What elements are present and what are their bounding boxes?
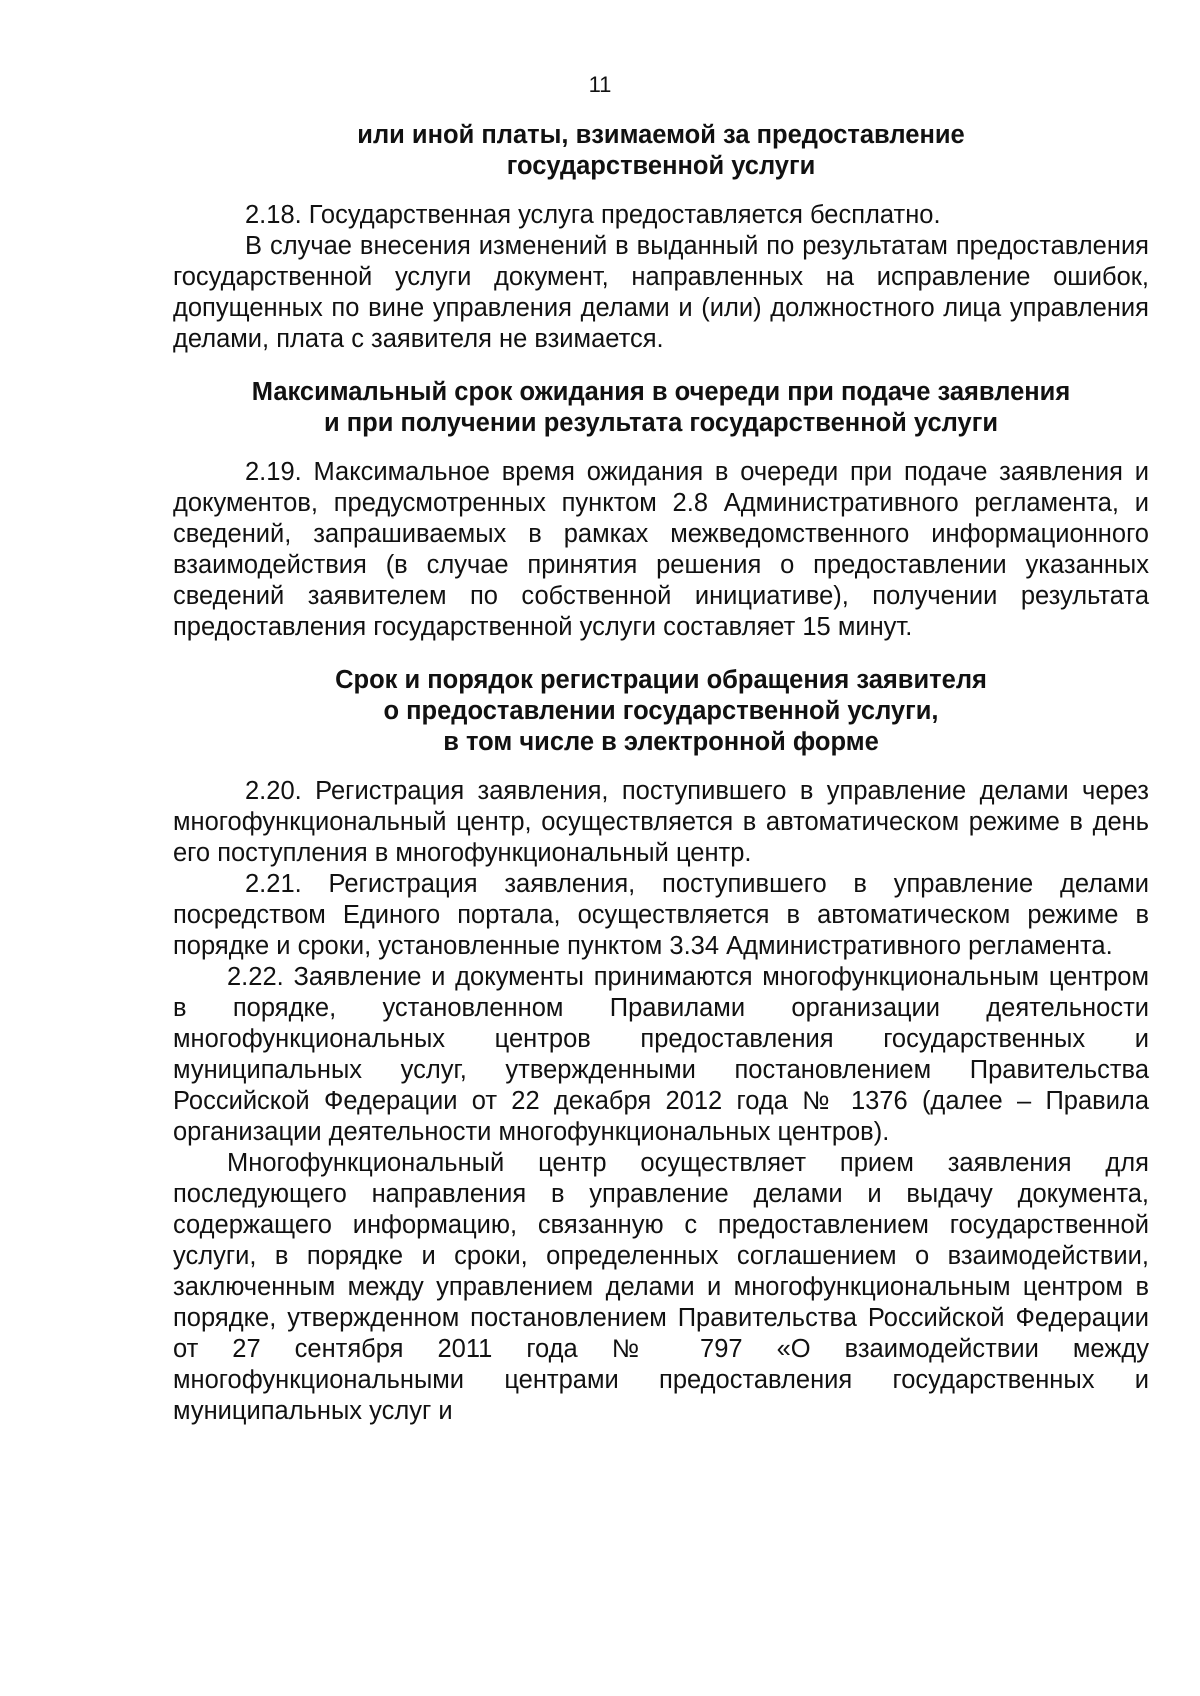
section-heading-line: в том числе в электронной форме: [443, 728, 879, 756]
paragraph-2-21: 2.21. Регистрация заявления, поступившего в управление делами посредством Единого портала, осуществляется в автоматическом режиме в порядке и сроки, установленные пунктом 3.34 Административного регламента.: [173, 870, 1149, 960]
paragraph-mfc-reception: Многофункциональный центр осуществляет прием заявления для последующего направления в управление делами и выдачу документа, содержащего информацию, связанную с предоставлением государственной услуги, в порядке и сроки, определенных соглашением о взаимодействии, заключенным между управлением делами и многофункциональным центром в порядке, утвержденном постановлением Правительства Российской Федерации от 27 сентября 2011 года № 797 «О взаимодействии между многофункциональными центрами предоставления государственных и муниципальных услуг и: [173, 1149, 1149, 1425]
section-registration: [173, 665, 1149, 1427]
paragraph-2-19: 2.19. Максимальное время ожидания в очереди при подаче заявления и документов, предусмотренных пунктом 2.8 Административного регламента, и сведений, запрашиваемых в рамках межведомственного информационного взаимодействия (в случае принятия решения о предоставлении указанных сведений заявителем по собственной инициативе), получении результата предоставления государственной услуги составляет 15 минут.: [173, 458, 1149, 641]
section-heading-line: Срок и порядок регистрации обращения заявителя: [335, 666, 987, 694]
paragraph-2-22: 2.22. Заявление и документы принимаются многофункциональным центром в порядке, установленном Правилами организации деятельности многофункциональных центров предоставления государственных и муниципальных услуг, утвержденными постановлением Правительства Российской Федерации от 22 декабря 2012 года № 1376 (далее – Правила организации деятельности многофункциональных центров).: [173, 963, 1149, 1146]
section-heading-line: и при получении результата государственной услуги: [323, 409, 999, 437]
section-fee: [173, 120, 1149, 355]
section-queue-time: [173, 377, 1149, 643]
document-body: [173, 120, 1149, 1427]
section-heading-line: о предоставлении государственной услуги,: [383, 697, 939, 725]
page-number: 11: [588, 72, 612, 97]
paragraph-2-20: 2.20. Регистрация заявления, поступившего в управление делами через многофункциональный центр, осуществляется в автоматическом режиме в день его поступления в многофункциональный центр.: [173, 777, 1149, 867]
paragraph-fee-corrections: В случае внесения изменений в выданный по результатам предоставления государственной услуги документ, направленных на исправление ошибок, допущенных по вине управления делами и (или) должностного лица управления делами, плата с заявителя не взимается.: [173, 232, 1149, 353]
section-heading-line: государственной услуги: [506, 152, 816, 180]
paragraph-2-18: 2.18. Государственная услуга предоставляется бесплатно.: [245, 201, 941, 229]
section-heading-line: Максимальный срок ожидания в очереди при подаче заявления: [251, 378, 1071, 406]
section-heading-line: или иной платы, взимаемой за предоставление: [357, 121, 965, 149]
